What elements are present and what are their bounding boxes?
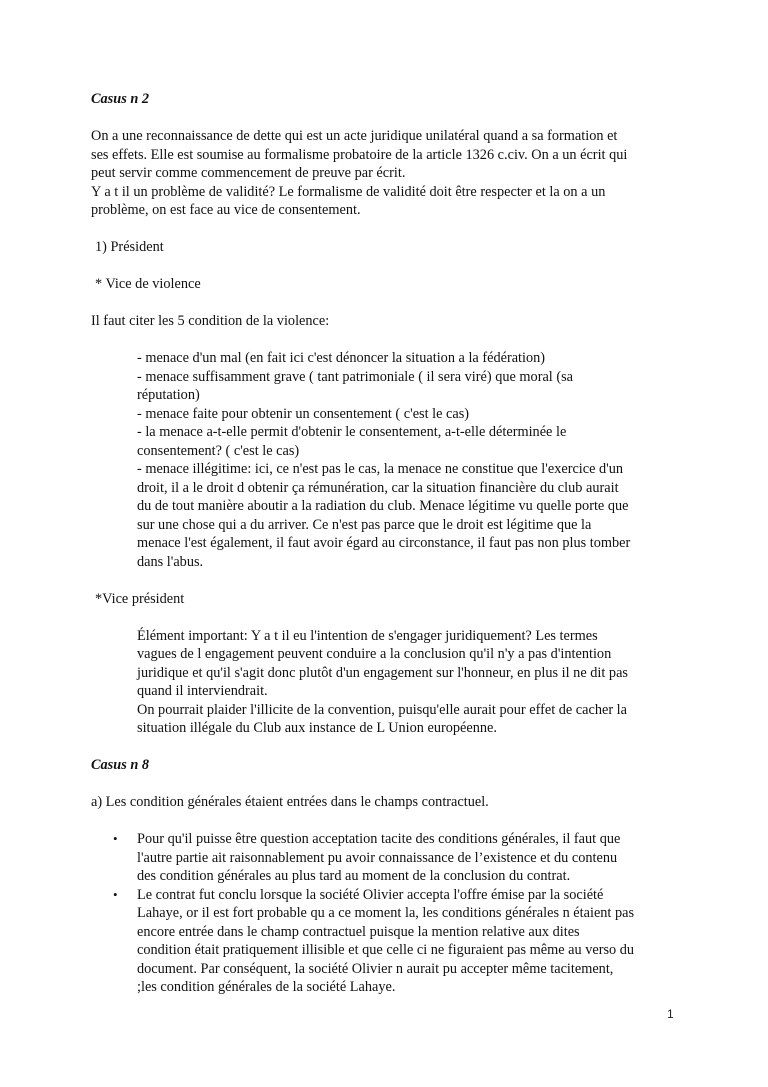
violence-conditions-list (91, 349, 691, 571)
vice-president-heading: *Vice président (95, 590, 185, 607)
bullet-list (91, 830, 691, 997)
casus-8-heading: Casus n 8 (91, 757, 150, 773)
list-item (91, 886, 691, 997)
condition-line: dans l'abus. (137, 553, 204, 570)
document-body (91, 90, 691, 997)
condition-line: menace l'est également, il faut avoir égard au circonstance, il faut pas non plus tomber (137, 535, 631, 551)
text-line: Élément important: Y a t il eu l'intention de s'engager juridiquement? Les termes (137, 627, 598, 644)
text-line: vagues de l engagement peuvent conduire a la conclusion qu'il n'y a pas d'intention (137, 646, 612, 662)
bullet-icon: • (113, 886, 118, 902)
president-heading: 1) Président (95, 239, 164, 255)
text-line: Y a t il un problème de validité? Le formalisme de validité doit être respecter et la on a un (91, 183, 606, 200)
list-item (91, 830, 691, 886)
text-line: On pourrait plaider l'illicite de la convention, puisqu'elle aurait pour effet de cacher la (137, 701, 627, 718)
text-line: Lahaye, or il est fort probable qu a ce moment la, les conditions générales n étaient pas (137, 905, 635, 921)
text-line: l'autre partie ait raisonnablement pu avoir connaissance de l’existence et du contenu (137, 849, 618, 866)
condition-line: réputation) (137, 387, 200, 403)
text-line: ses effets. Elle est soumise au formalisme probatoire de la article 1326 c.civ. On a un écrit qui (91, 146, 628, 163)
text-line: encore entrée dans le champ contractuel puisque la mention relative aux dites (137, 923, 580, 940)
text-line: condition était pratiquement illisible et que celle ci ne figuraient pas même au verso du (137, 942, 635, 958)
vice-president-text (91, 627, 691, 738)
text-line: ;les condition générales de la société Lahaye. (137, 979, 396, 995)
text-line: juridique et qu'il s'agit donc plutôt d'un engagement sur l'honneur, en plus il ne dit pas (137, 664, 628, 681)
text-line: On a une reconnaissance de dette qui est un acte juridique unilatéral quand a sa formation et (91, 128, 618, 144)
text-line: Pour qu'il puisse être question acceptation tacite des conditions générales, il faut que (137, 831, 621, 847)
condition-line: - menace faite pour obtenir un consentement ( c'est le cas) (137, 405, 470, 422)
condition-line: - la menace a-t-elle permit d'obtenir le consentement, a-t-elle déterminée le (137, 424, 567, 440)
bullet-icon: • (113, 831, 118, 846)
condition-line: sur une chose qui a du arriver. Ce n'est pas parce que le droit est légitime que la (137, 516, 592, 533)
condition-line: consentement? ( c'est le cas) (137, 442, 300, 459)
condition-line: - menace d'un mal (en fait ici c'est dénoncer la situation a la fédération) (137, 350, 546, 366)
condition-line: - menace suffisamment grave ( tant patrimoniale ( il sera viré) que moral (sa (137, 368, 574, 385)
text-line: problème, on est face au vice de consentement. (91, 202, 361, 218)
text-line: Le contrat fut conclu lorsque la société Olivier accepta l'offre émise par la société (137, 886, 604, 903)
point-a: a) Les condition générales étaient entrées dans le champs contractuel. (91, 794, 489, 810)
text-line: des condition générales au plus tard au moment de la conclusion du contrat. (137, 868, 571, 884)
text-line: quand il interviendrait. (137, 683, 268, 699)
casus-2-intro (91, 127, 691, 220)
casus-2-heading: Casus n 2 (91, 91, 150, 107)
condition-line: du de tout manière aboutir a la radiation du club. Menace légitime vu quelle porte que (137, 498, 629, 514)
conditions-intro: Il faut citer les 5 condition de la violence: (91, 313, 330, 329)
text-line: peut servir comme commencement de preuve par écrit. (91, 165, 406, 181)
condition-line: - menace illégitime: ici, ce n'est pas le cas, la menace ne constitue que l'exercice d'un (137, 461, 624, 477)
text-line: situation illégale du Club aux instance de L Union européenne. (137, 720, 497, 736)
text-line: document. Par conséquent, la société Olivier n aurait pu accepter même tacitement, (137, 960, 614, 977)
condition-line: droit, il a le droit d obtenir ça rémunération, car la situation financière du club aurait (137, 479, 619, 496)
vice-violence-heading: * Vice de violence (95, 276, 201, 292)
page-number: 1 (667, 1007, 674, 1021)
